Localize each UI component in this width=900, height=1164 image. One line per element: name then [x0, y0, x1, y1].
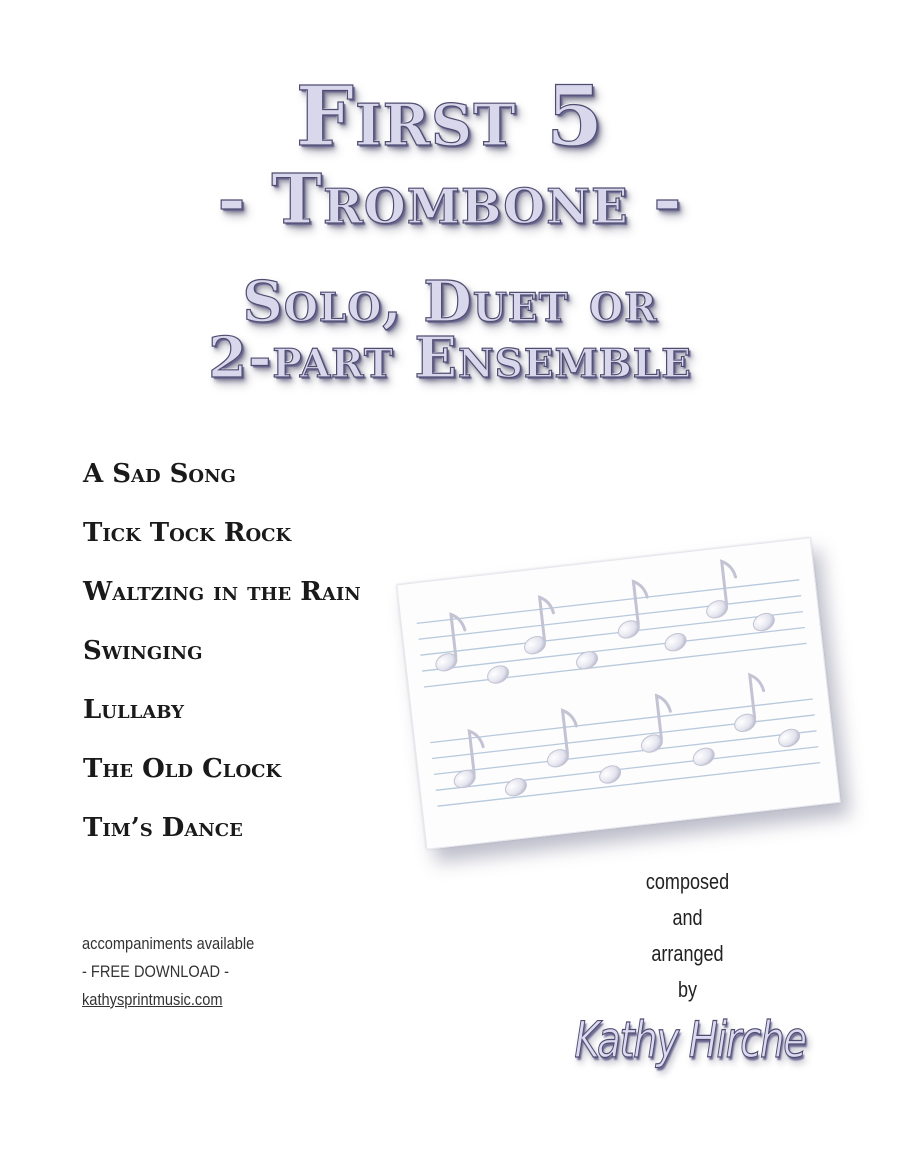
sheet-music-illustration: [396, 537, 841, 849]
credits-line: and: [672, 905, 703, 930]
credits-block: [616, 864, 760, 1008]
song-item: Tim’s Dance: [83, 813, 243, 843]
song-item: Waltzing in the Rain: [83, 577, 361, 607]
song-list: [83, 454, 361, 867]
book-title: First 5: [295, 69, 605, 165]
song-item: Lullaby: [83, 695, 185, 725]
song-item: The Old Clock: [83, 754, 282, 784]
website-link[interactable]: kathysprintmusic.com: [82, 990, 223, 1009]
music-notes-icon: [397, 538, 839, 848]
song-item: Tick Tock Rock: [83, 518, 292, 548]
accompaniment-line: - FREE DOWNLOAD -: [82, 962, 230, 981]
song-item: Swinging: [83, 636, 203, 666]
accompaniment-notice: [82, 930, 254, 1014]
instrument-title: - Trombone -: [217, 160, 683, 240]
song-item: A Sad Song: [83, 459, 236, 489]
author-signature: Kathy Hirche: [574, 1011, 806, 1069]
credits-line: by: [677, 977, 698, 1002]
subtitle-line-2: 2-part Ensemble: [208, 325, 692, 391]
accompaniment-line: accompaniments available: [82, 934, 255, 953]
subtitle-line-1: Solo, Duet or: [242, 269, 658, 335]
credits-line: arranged: [651, 941, 724, 966]
credits-line: composed: [645, 869, 730, 894]
